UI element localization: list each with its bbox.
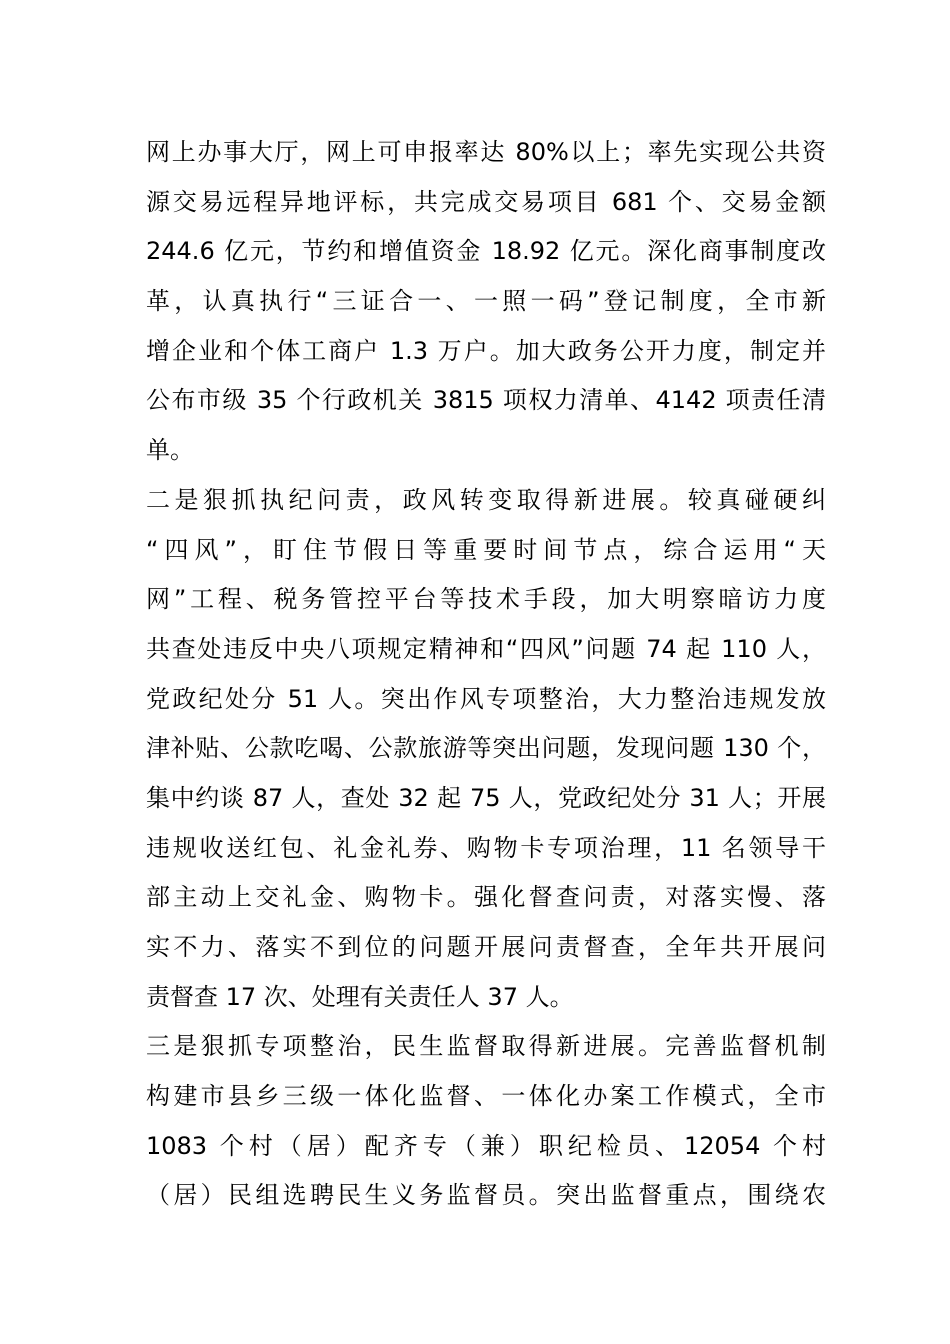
text-line: 244.6 亿元，节约和增值资金 18.92 亿元。深化商事制度改 — [146, 237, 826, 266]
text-line: 增企业和个体工商户 1.3 万户。加大政务公开力度，制定并 — [146, 336, 826, 365]
text-line: 党政纪处分 51 人。突出作风专项整治，大力整治违规发放 — [146, 684, 826, 713]
text-line: 三是狠抓专项整治，民生监督取得新进展。完善监督机制 — [146, 1032, 826, 1061]
text-line: 公布市级 35 个行政机关 3815 项权力清单、4142 项责任清 — [146, 386, 826, 415]
text-line: 津补贴、公款吃喝、公款旅游等突出问题，发现问题 130 个， — [146, 734, 826, 763]
text-line: 单。 — [146, 436, 194, 465]
text-line: 二是狠抓执纪问责，政风转变取得新进展。较真碰硬纠 — [146, 485, 826, 514]
text-line: 革，认真执行“三证合一、一照一码”登记制度，全市新 — [146, 287, 826, 316]
text-line: 源交易远程异地评标，共完成交易项目 681 个、交易金额 — [146, 187, 826, 216]
document-body-text — [146, 128, 826, 1221]
text-line: （居）民组选聘民生义务监督员。突出监督重点，围绕农 — [146, 1181, 826, 1210]
text-line: 责督查 17 次、处理有关责任人 37 人。 — [146, 982, 574, 1011]
text-line: 1083 个村（居）配齐专（兼）职纪检员、12054 个村 — [146, 1131, 826, 1160]
text-line: 实不力、落实不到位的问题开展问责督查，全年共开展问 — [146, 933, 826, 961]
text-line: 违规收送红包、礼金礼券、购物卡专项治理，11 名领导干 — [146, 833, 826, 862]
text-line: 构建市县乡三级一体化监督、一体化办案工作模式，全市 — [146, 1082, 826, 1111]
text-line: “四风”，盯住节假日等重要时间节点，综合运用“天 — [146, 535, 826, 564]
text-line: 网上办事大厅，网上可申报率达 80%以上；率先实现公共资 — [146, 138, 826, 166]
text-line: 部主动上交礼金、购物卡。强化督查问责，对落实慢、落 — [146, 883, 826, 912]
text-line: 网”工程、税务管控平台等技术手段，加大明察暗访力度 — [146, 585, 826, 614]
text-line: 共查处违反中央八项规定精神和“四风”问题 74 起 110 人， — [146, 634, 826, 663]
text-line: 集中约谈 87 人，查处 32 起 75 人，党政纪处分 31 人；开展 — [146, 783, 826, 812]
